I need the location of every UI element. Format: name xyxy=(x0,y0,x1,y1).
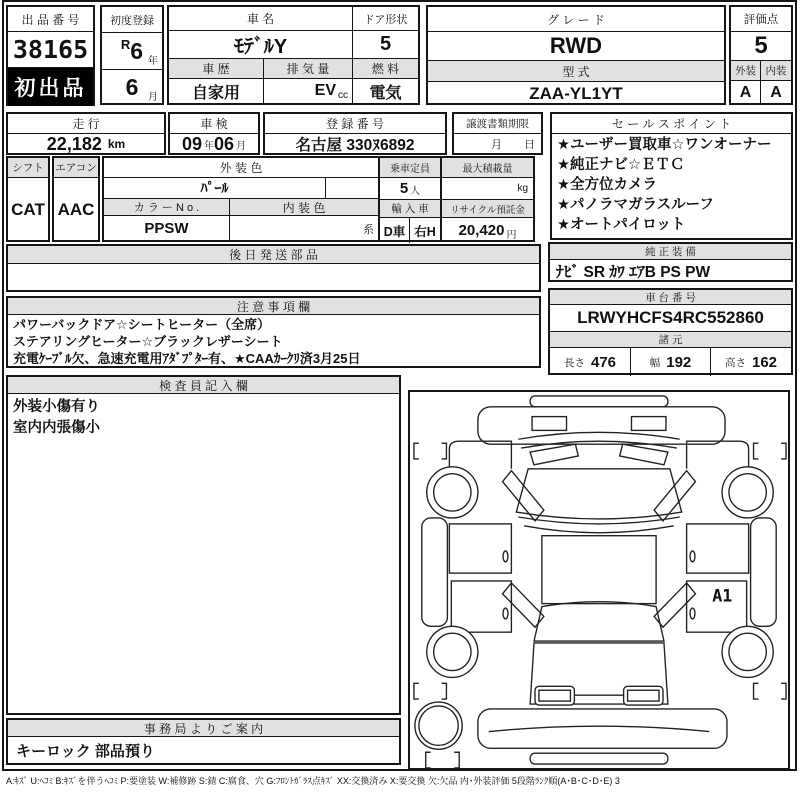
chassis-value: LRWYHCFS4RC552860 xyxy=(550,305,791,332)
sales-point: ★パノラマガラスルーフ xyxy=(557,197,714,213)
windshield-glass-roof xyxy=(516,469,681,519)
cowl-line xyxy=(518,432,679,439)
color-no-label: カ ラ ー N o . xyxy=(104,199,230,216)
exterior-grade: A xyxy=(731,81,761,105)
inspector-line: 外装小傷有り xyxy=(13,399,100,415)
import-domestic: D車 xyxy=(380,218,410,243)
wheel-rear-right xyxy=(722,626,773,677)
capacity-number: 5 xyxy=(399,180,409,197)
first-listing-stamp: 初出品 xyxy=(8,68,93,106)
first-registration-month xyxy=(102,70,162,105)
grade-label: グ レ ー ド xyxy=(428,7,724,32)
note-line: 充電ｹｰﾌﾞﾙ欠、急速充電用ｱﾀﾞﾌﾟﾀｰ有、★CAAｶｰｸﾘ済3月25日 xyxy=(13,351,361,366)
later-parts-value xyxy=(8,264,539,291)
door-shape-value: 5 xyxy=(379,33,392,55)
inspector-notes-list xyxy=(8,394,399,440)
spec-length-label: 長さ xyxy=(563,356,585,369)
inspector-notes-box xyxy=(6,375,401,715)
wheel-rear-left xyxy=(427,626,478,677)
rear-strip xyxy=(530,753,668,764)
registration-value: 名古屋 330ﾇ6892 xyxy=(295,137,415,154)
sill-left xyxy=(422,518,448,626)
year-suffix: 年 xyxy=(148,56,158,67)
sales-points-list xyxy=(552,134,791,237)
displacement-ev: EV xyxy=(314,82,336,99)
interior-color-label: 内 装 色 xyxy=(230,199,378,216)
front-vent-right xyxy=(631,417,665,431)
lot-number-label: 出 品 番 号 xyxy=(8,7,93,32)
chassis-label: 車 台 番 号 xyxy=(550,290,791,305)
spec-height-value: 162 xyxy=(751,353,778,371)
registration-box xyxy=(263,112,447,155)
recycle-unit: 円 xyxy=(506,230,517,241)
inspection-year-suffix: 年 xyxy=(204,141,214,152)
vehicle-info-box xyxy=(167,5,420,105)
inspection-box xyxy=(168,112,260,155)
max-load-box xyxy=(440,156,535,242)
import-label: 輸 入 車 xyxy=(380,200,440,218)
mileage-value xyxy=(8,134,164,154)
tire-bracket-rear-right xyxy=(754,683,786,699)
sales-points-label: セ ー ル ス ポ イ ン ト xyxy=(552,114,791,134)
roof-center xyxy=(542,536,656,604)
score-value: 5 xyxy=(731,32,791,61)
later-parts-box xyxy=(6,244,541,292)
door-shape-label: ドア形状 xyxy=(353,7,418,31)
note-line: ステアリングヒーター☆ブラックレザーシート xyxy=(13,334,283,349)
inspection-value xyxy=(170,134,258,154)
history-label: 車 歴 xyxy=(169,59,264,79)
aircon-label: エアコン xyxy=(54,158,98,178)
recycle-label: リサイクル預託金 xyxy=(442,200,533,218)
sales-point: ★ユーザー買取車☆ワンオーナー xyxy=(557,137,772,153)
legend-text: A:ｷｽﾞ U:ﾍｺﾐ B:ｷｽﾞを伴うﾍｺﾐ P:要塗装 W:補修跡 S:錆 C:腐食、穴 G:ﾌﾛﾝﾄｶﾞﾗｽ点ｷｽﾞ XX:交換済み X:要交換 欠:欠品 内･外装評価 5段階ﾗﾝｸ順(A･B･C･D･E) 3 xyxy=(6,776,620,786)
grade-box xyxy=(426,5,726,105)
mileage-label: 走 行 xyxy=(8,114,164,134)
displacement-label: 排 気 量 xyxy=(264,59,353,79)
spec-width-label: 幅 xyxy=(649,356,661,369)
tire-bracket-front-left xyxy=(414,443,446,459)
spec-height xyxy=(711,348,791,376)
tire-bracket-rear-left xyxy=(414,683,446,699)
color-no-value: PPSW xyxy=(104,216,230,241)
inspection-month: 06 xyxy=(214,134,235,154)
front-strip xyxy=(530,396,668,407)
sales-point: ★全方位カメラ xyxy=(557,177,657,193)
door-front-right xyxy=(687,524,749,573)
car-name-value: ﾓﾃﾞﾙY xyxy=(169,31,353,58)
mileage-unit: km xyxy=(107,137,126,151)
wheel-front-left xyxy=(427,467,478,518)
specs-label: 諸 元 xyxy=(550,332,791,348)
trunk-latch-right xyxy=(624,686,663,705)
import-handle: 右H xyxy=(414,224,436,239)
recycle-amount: 20,420 xyxy=(458,222,505,239)
damage-mark-a1: A1 xyxy=(712,585,733,606)
genuine-equipment-value: ﾅﾋﾞ SR ｶﾜ ｴｱB PS PW xyxy=(556,263,711,281)
sales-point: ★オートパイロット xyxy=(557,217,686,233)
shift-box xyxy=(6,156,50,242)
spec-width-value: 192 xyxy=(666,353,692,371)
chassis-box xyxy=(548,288,793,375)
transfer-deadline-box xyxy=(452,112,543,155)
fuel-label: 燃 料 xyxy=(353,59,418,79)
inspection-label: 車 検 xyxy=(170,114,258,134)
wheel-front-right xyxy=(722,467,773,518)
exterior-color-label: 外 装 色 xyxy=(104,158,378,178)
grade-value: RWD xyxy=(428,32,724,61)
shift-label: シフト xyxy=(8,158,48,178)
model-code-label: 型 式 xyxy=(428,61,724,82)
door-handle xyxy=(503,551,508,562)
roof-seam-1 xyxy=(518,517,679,524)
exterior-color-value: ﾊﾟｰﾙ xyxy=(104,178,326,198)
car-diagram-box xyxy=(408,390,790,770)
spec-height-label: 高さ xyxy=(724,356,746,369)
door-handle xyxy=(690,608,695,619)
displacement-unit: cc xyxy=(338,90,348,101)
door-handle xyxy=(503,608,508,619)
tire-bracket-front-right xyxy=(754,443,786,459)
mileage-box xyxy=(6,112,166,155)
reg-month-value: 6 xyxy=(125,74,139,100)
history-value: 自家用 xyxy=(169,79,264,103)
registration-label: 登 録 番 号 xyxy=(265,114,445,134)
capacity-unit: 人 xyxy=(410,186,421,197)
shift-value: CAT xyxy=(11,199,45,219)
notes-box xyxy=(6,296,541,368)
door-front-left xyxy=(449,524,511,573)
office-notice-value: キーロック 部品預り xyxy=(16,743,155,760)
notes-label: 注 意 事 項 欄 xyxy=(8,298,539,315)
capacity-value xyxy=(380,178,440,200)
model-code-value: ZAA-YL1YT xyxy=(529,84,623,103)
score-label: 評価点 xyxy=(731,7,791,32)
inspection-month-suffix: 月 xyxy=(236,141,247,152)
transfer-deadline-value: 月 日 xyxy=(491,139,535,151)
interior-label: 内装 xyxy=(761,61,791,81)
first-registration-label: 初度登録 xyxy=(102,7,162,33)
recycle-value xyxy=(442,218,533,243)
inspector-line: 室内内張傷小 xyxy=(13,420,100,436)
c-pillar-left xyxy=(503,583,544,627)
notes-list xyxy=(8,315,539,368)
c-pillar-right xyxy=(654,583,695,627)
spec-length-value: 476 xyxy=(590,353,617,371)
aircon-value: AAC xyxy=(57,199,95,219)
exterior-color-extra-cell xyxy=(326,178,378,198)
door-rear-left xyxy=(451,581,511,632)
capacity-label: 乗車定員 xyxy=(380,158,440,178)
inspector-notes-label: 検 査 員 記 入 欄 xyxy=(8,377,399,394)
genuine-equipment-box xyxy=(548,242,793,282)
roof-seam-2 xyxy=(524,526,674,533)
spec-width xyxy=(631,348,711,376)
spare-wheel xyxy=(415,702,462,749)
lot-box xyxy=(6,5,95,106)
front-vent-left xyxy=(532,417,566,431)
reg-year-value: 6 xyxy=(130,37,144,64)
era-mark: R xyxy=(120,37,131,52)
exterior-label: 外装 xyxy=(731,61,761,81)
score-box xyxy=(729,5,793,105)
front-bumper xyxy=(478,407,725,444)
car-name-label: 車 名 xyxy=(169,7,353,31)
car-top-view-diagram xyxy=(410,392,788,768)
sales-point: ★純正ナビ☆ＥＴＣ xyxy=(557,157,685,173)
sill-right xyxy=(751,518,777,626)
first-registration-box xyxy=(100,5,164,105)
sales-points-box xyxy=(550,112,793,240)
interior-color-suffix: 系 xyxy=(363,223,374,236)
max-load-unit: kg xyxy=(442,178,533,200)
max-load-label: 最大積載量 xyxy=(442,158,533,178)
wiper-left xyxy=(530,444,578,465)
capacity-box xyxy=(378,156,442,242)
trunk-latch-left xyxy=(535,686,574,705)
office-notice-label: 事 務 局 よ り ご 案 内 xyxy=(8,720,399,737)
rear-glass xyxy=(534,602,664,641)
fuel-value: 電気 xyxy=(369,84,402,102)
month-suffix: 月 xyxy=(148,92,158,103)
displacement-value xyxy=(264,79,353,103)
first-registration-year xyxy=(102,33,162,70)
inspection-year: 09 xyxy=(181,134,202,154)
office-notice-box xyxy=(6,718,401,765)
lot-number-value: 38165 xyxy=(8,32,93,68)
door-handle xyxy=(690,551,695,562)
wiper-right xyxy=(620,444,668,465)
interior-grade: A xyxy=(770,84,782,101)
transfer-deadline-label: 譲渡書類期限 xyxy=(454,114,541,134)
genuine-equipment-label: 純 正 装 備 xyxy=(550,244,791,260)
color-box xyxy=(102,156,380,242)
mileage-number: 22,182 xyxy=(46,134,102,154)
aircon-box xyxy=(52,156,100,242)
spec-length xyxy=(550,348,631,376)
later-parts-label: 後 日 発 送 部 品 xyxy=(8,246,539,264)
note-line: パワーバックドア☆シートヒーター（全席） xyxy=(13,317,271,332)
tire-bracket-spare xyxy=(426,752,459,768)
